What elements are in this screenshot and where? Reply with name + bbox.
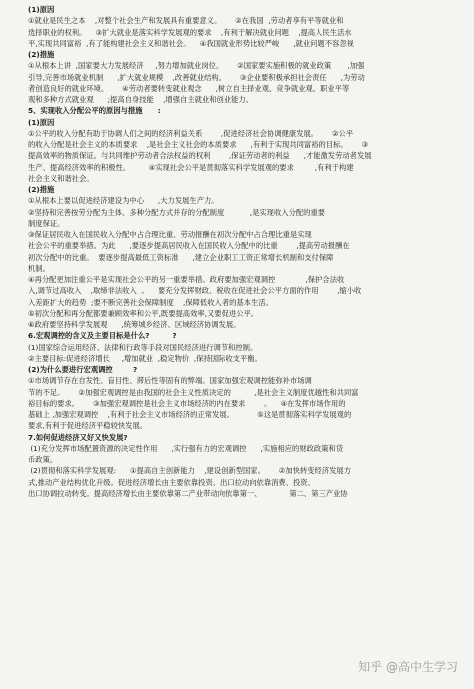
text-line: ①就业是民生之本 ,对整个社会生产和发展具有重要意义。 ②在我国 ,劳动者享有平等就业和 xyxy=(28,16,344,26)
section-heading: (1)原因 xyxy=(28,117,55,127)
text-line: (1)国家综合运用经济、法律和行政等手段对国民经济进行调节和控制。 xyxy=(28,342,258,352)
section-heading: 5、实现收入分配公平的原因与措施 : xyxy=(28,106,161,116)
text-line: 提高效率的物质保证。与共同维护劳动者合法权益的权利 ,保证劳动者的利益 ,才能激发劳动者发展 xyxy=(28,151,372,161)
text-line: 选择职业的权利。 ③扩大就业是落实科学发展观的要求 ,有利于解决就业问题 ,提高人民生活水 xyxy=(28,27,352,37)
text-line: (1)充分发挥市场配置资源的决定性作用 ,实行强有力的宏观调控 ,实施相应的财政政策和货 xyxy=(28,443,344,453)
section-heading: (2)为什么要进行宏观调控 ? xyxy=(28,365,138,374)
text-line: 的收入分配是社会主义的本质要求 ,是社会主义社会的本质要求 ,有利于实现共同富裕的目标。 ③ xyxy=(28,140,369,149)
text-line: ①从根本上讲 ,国家要大力发展经济 ,努力增加就业岗位。 ②国家要实施积极的就业政策 ,加强 xyxy=(28,61,365,71)
text-line: ②主要目标:促进经济增长 ,增加就业 ,稳定物价 ,保持国际收支平衡。 xyxy=(28,353,262,363)
document-body xyxy=(28,4,452,499)
text-line: 社会公平的重要举措。为此 ,要逐步提高居民收入在国民收入分配中的比重 ,提高劳动报酬在 xyxy=(28,241,350,251)
text-line: 平,实现共同富裕 ,有了能构建社会主义和谐社会。 ④我国就业形势比较严峻 ,就业问题不容忽视 xyxy=(28,38,354,48)
text-line: ③保证居民收入在国民收入分配中占合理比重、劳动报酬在初次分配中占合理比重是实现 xyxy=(28,230,312,239)
text-line: 入差距扩大的趋势 ;要不断完善社会保障制度 ,保障低收入者的基本生活。 xyxy=(28,297,273,307)
section-heading: 6.宏观调控的含义及主要目标是什么? ? xyxy=(28,331,177,341)
text-line: 式,推动产业结构优化升级。促进经济增长由主要依靠投资、出口拉动向依靠消费、投资、 xyxy=(28,477,315,487)
text-line: 制度保证。 xyxy=(28,218,65,228)
text-line: ⑤初次分配和再分配都要兼顾效率和公平,既要提高效率,又要促进公平。 xyxy=(28,308,259,318)
text-line: ①从根本上要以促进经济建设为中心 ,大力发展生产力。 xyxy=(28,196,219,206)
section-heading: 7.如何促进经济又好又快发展? xyxy=(28,432,128,442)
text-line: ④再分配更加注重公平是实现社会公平的另一重要举措。政府要加强宏观调控 ,保护合法收 xyxy=(28,275,345,284)
text-line: 币政策。 xyxy=(28,455,58,464)
text-line: 生产、提高经济效率的积极性。 ④实现社会公平是贯彻落实科学发展观的要求 ,有利于构建 xyxy=(28,162,354,172)
text-line: 裕目标的要求。 ③加强宏观调控是社会主义市场经济的内在要求 。 ④在发挥市场作用的 xyxy=(28,398,346,408)
text-line: 社会主义和谐社会。 xyxy=(28,173,94,183)
section-heading: (2)措施 xyxy=(28,50,55,59)
text-line: (2)贯彻和落实科学发展观: ①提高自主创新能力 ,建设创新型国家。 ②加快转变经济发展方 xyxy=(28,466,352,476)
text-line: ②坚持和完善按劳分配为主体、多种分配方式并存的分配制度 ,是实现收入分配的重要 xyxy=(28,207,326,217)
text-line: 观和多种方式就业观 ;提高自身技能 ,增强自主就业和创业能力。 xyxy=(28,95,253,104)
text-line: 基础上 ,加强宏观调控 ,有利于社会主义市场经济的正常发展。 ⑤这是贯彻落实科学发展观的 xyxy=(28,410,352,419)
text-line: 引导,完善市场就业机制 ,扩大就业规模 ,改善就业结构。 ③企业要积极承担社会责任 ,为劳动 xyxy=(28,72,365,82)
text-line: ①公平的收入分配有助于协调人们之间的经济利益关系 ,促进经济社会协调健康发展。 ②公平 xyxy=(28,128,354,138)
text-line: 者创造良好的就业环境。 ④劳动者要转变就业观念 ,树立自主择业观、竞争就业观、职业平等 xyxy=(28,83,350,93)
text-line: 入,调节过高收入 ,取缔非法收入 。 要充分发挥财政、税收在促进社会公平方面的作用 ,缩小收 xyxy=(28,286,362,296)
text-line: ⑥政府要坚持科学发展观 ,统筹城乡经济、区域经济协调发展。 xyxy=(28,320,241,329)
text-line: 初次分配中的比重。 要逐步提高最低工资标准 ,建立企业职工工资正常增长机制和支付保障 xyxy=(28,252,334,262)
section-heading: (1)原因 xyxy=(28,5,55,14)
text-line: 机制。 xyxy=(28,263,50,273)
text-line: ①市场调节存在自发性、盲目性、滞后性等固有的弊端。国家加强宏观调控能弥补市场调 xyxy=(28,376,312,386)
section-heading: (2)措施 xyxy=(28,185,55,194)
watermark: 知乎 @高中生学习 xyxy=(358,660,458,674)
text-line: 节的不足。 ②加强宏观调控是由我国的社会主义性质决定的 ,是社会主义制度优越性和共同富 xyxy=(28,387,359,397)
text-line: 要求,有利于促进经济平稳较快发展。 xyxy=(28,421,148,431)
text-line: 出口协调拉动转变。提高经济增长由主要依靠第二产业带动向依靠第一、 第二、第三产业协 xyxy=(28,488,348,498)
